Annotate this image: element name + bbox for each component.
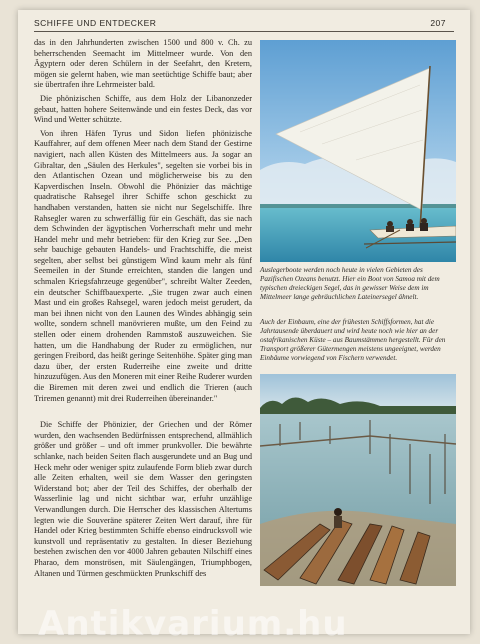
paragraph: Die phönizischen Schiffe, aus dem Holz der Libanonzeder gebaut, hatten hohere Seitenwände und ein festes Deck, das vor Wind und Wetter schützte. xyxy=(34,93,252,125)
photo-caption-dugout: Auch der Einbaum, eine der frühesten Schiffsformen, hat die Jahrtausende überdauert und wird heute noch wie hier an der ostafrikanischen Küste – aus Baumstämmen hergestellt. Für den Transport größerer Gütermengen meistens ungeeignet, werden Einbäume vorwiegend von Fischern verwendet. xyxy=(260,318,446,362)
watermark: Antikvarium.hu xyxy=(38,604,348,644)
photo-caption-outrigger: Auslegerboote werden noch heute in vielen Gebieten des Pazifischen Ozeans benutzt. Hier ein Boot von Samoa mit dem typischen dreieckigen Segel, das in gewisser Weise dem im Mittelmeer lange gebräuchlichen Lateinersegel ähnelt. xyxy=(260,266,440,301)
page-number: 207 xyxy=(430,18,446,28)
outrigger-boat-photo xyxy=(260,40,456,262)
body-text-column xyxy=(34,38,252,628)
header-rule xyxy=(34,31,454,32)
page-header xyxy=(34,16,460,30)
paragraph: Die Schiffe der Phönizier, der Griechen und der Römer wurden, den wachsenden Bedürfnissen entsprechend, allmählich größer und größer – und oft immer prunkvoller. Die bewährte schlanke, nach beiden Seiten flach ausgerundete und an Bug und Heck mehr oder weniger spitz zulaufende Form blieb zwar durch alle Zeiten erhalten, weil sie dem Wasser den geringsten Widerstand bot; aber der Teil des Schiffes, der oberhalb der Wasserlinie lag und nicht sichtbar war, erfuhr unzählige Verwandlungen durch. Die Herrscher des klassischen Altertums legten wie die Souveräne späterer Zeiten Wert darauf, ihre für Handel oder Krieg bestimmten Schiffe ebenso eindrucksvoll wie kunstvoll und repräsentativ zu gestalten. In dieser Beziehung bestehen zwischen den vor 4000 Jahren gebauten Nilschiff eines Pharao, dem monströsen, mit Säulengängen, Triumphbogen, Altanen und Türmen geschmückten Prunkschiff des xyxy=(34,420,252,578)
paragraph: Von ihren Häfen Tyrus und Sidon liefen phönizische Kauffahrer, auf dem offenen Meer nach dem Stand der Gestirne navigiert, nach allen Küsten des Mittelmeers aus. Ja sogar an Gibraltar, den „Säulen des Herkules", segelten sie vorbei bis in den Atlantischen Ozean und möglicherweise bis zu den Kapverdischen Inseln. Obwohl die Phönizier das mächtige quadratische Rahsegel ihrer Schiffe schon geschickt zu handhaben verstanden, hatten sie nicht nur Segelschiffe. Ihre Rahsegler waren zu schwerfällig für ein Geschäft, das sie nach dem Schwinden der ägyptischen Vorherrschaft mehr und mehr Handel mehr und mehr betrieben: für den Krieg zur See. „Den sehr bauchige gebauten Handels- und Frachtschiffe, die meist segelten, aber selbst bei günstigem Wind kaum mehr als fünf Seemeilen in der Stunde erreichten, standen die langen und schmalen Kriegsfahrzeuge gegenüber", schreibt Walter Zeeden, ein deutscher Schiffbauexperte. „Sie trugen zwar auch einen Mast und ein großes Rahsegel, waren jedoch meist gerudert, da man bei ihnen nicht von den Launen des Windes abhängig sein wollte, sondern schnell manövrieren mußte, um den Feind zu stellen oder einem drohenden Rammstoß auszuweichen. Sie hatten, um die Handhabung der Ruder zu ermöglichen, nur geringen Freibord, das heißt geringe Seitenhöhe. Später ging man dazu über, der ersten Ruderreihe eine zweite und dritte hinzuzufügen. Aus den Moneren mit einer Reihe Ruderer wurden die Biremen mit deren zwei und endlich die Trieren (auch Triremen genannt) mit drei Ruderreihen übereinander." xyxy=(34,128,252,403)
running-title: SCHIFFE UND ENTDECKER xyxy=(34,18,157,28)
dugout-canoes-photo xyxy=(260,374,456,586)
paragraph: das in den Jahrhunderten zwischen 1500 und 800 v. Ch. zu beherrschenden Seemacht im Mittelmeer wurde. Von den Ägyptern oder deren Schülern in der Seefahrt, den Kretern, mögen sie gelernt haben, wie man seetüchtige Schiffe baut; aber sie übertrafen ihre Lehrmeister bald. xyxy=(34,38,252,90)
book-page xyxy=(18,10,470,644)
